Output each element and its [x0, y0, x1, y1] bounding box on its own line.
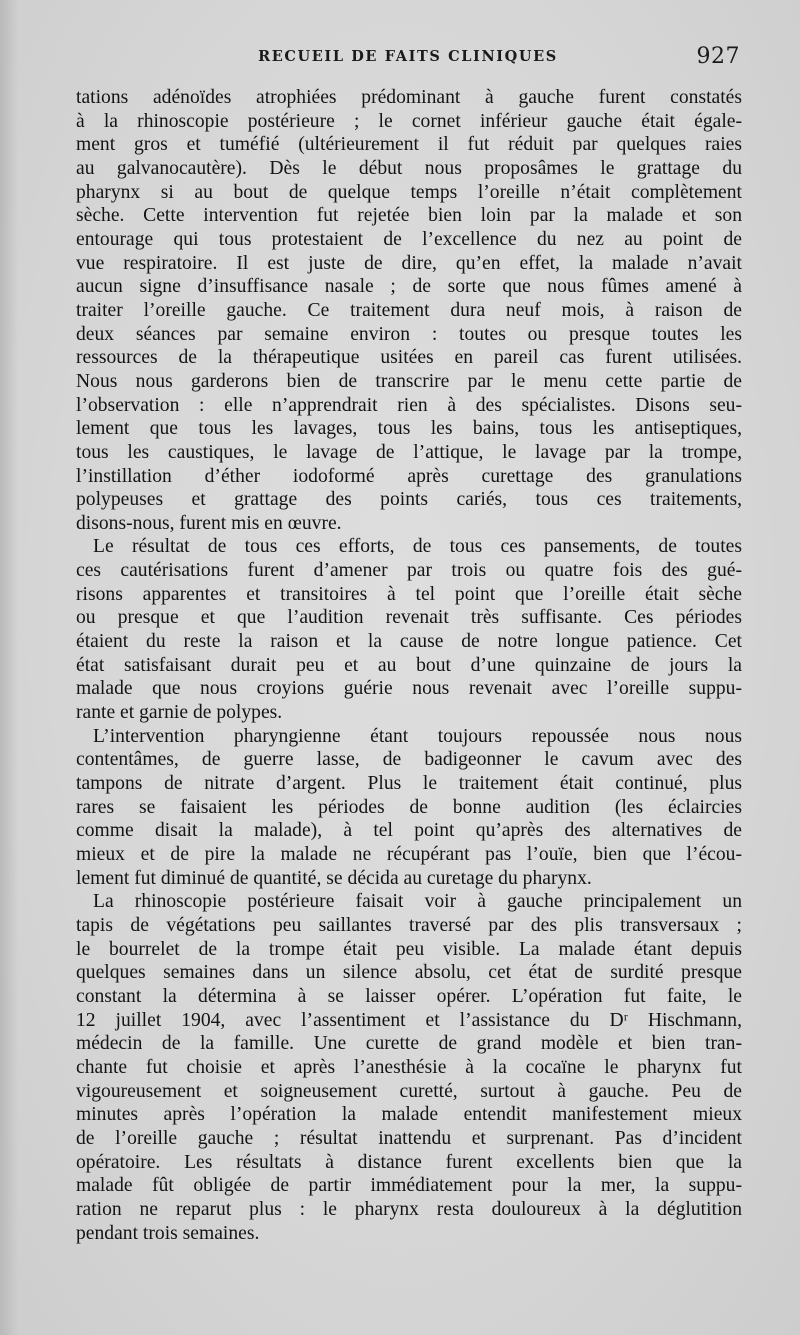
- text-line: L’intervention pharyngienne étant toujours repoussée nous nous: [93, 725, 742, 747]
- text-line: l’observation : elle n’apprendrait rien à des spécialistes. Disons seu-: [76, 394, 742, 416]
- text-line: au galvanocautère). Dès le début nous proposâmes le grattage du: [76, 157, 742, 179]
- text-line: ration ne reparut plus : le pharynx resta douloureux à la déglutition: [76, 1198, 742, 1220]
- text-line: rante et garnie de polypes.: [76, 702, 283, 724]
- text-line: tampons de nitrate d’argent. Plus le traitement était continué, plus: [76, 773, 742, 795]
- text-line: rares se faisaient les périodes de bonne audition (les éclaircies: [76, 796, 742, 818]
- text-line: vigoureusement et soigneusement curetté, surtout à gauche. Peu de: [76, 1080, 742, 1102]
- text-line: état satisfaisant durait peu et au bout d’une quinzaine de jours la: [76, 654, 742, 676]
- text-line: quelques semaines dans un silence absolu, cet état de surdité presque: [76, 962, 742, 984]
- body-text: [76, 86, 742, 1245]
- text-line: le bourrelet de la trompe était peu visible. La malade étant depuis: [76, 938, 742, 960]
- text-line: ces cautérisations furent d’amener par trois ou quatre fois des gué-: [76, 560, 742, 582]
- text-line: de l’oreille gauche ; résultat inattendu et surprenant. Pas d’incident: [76, 1127, 742, 1149]
- text-line: aucun signe d’insuffisance nasale ; de sorte que nous fûmes amené à: [76, 276, 742, 298]
- text-line: polypeuses et grattage des points cariés, tous ces traitements,: [76, 489, 742, 511]
- text-line: contentâmes, de guerre lasse, de badigeonner le cavum avec des: [76, 749, 742, 771]
- text-line: tous les caustiques, le lavage de l’attique, le lavage par la trompe,: [76, 441, 742, 463]
- text-line: risons apparentes et transitoires à tel point que l’oreille était sèche: [76, 583, 742, 605]
- paragraph-2: [76, 535, 742, 724]
- paragraph-1: [76, 86, 742, 535]
- text-line: ressources de la thérapeutique usitées en pareil cas furent utilisées.: [76, 347, 742, 369]
- text-line: malade que nous croyions guérie nous revenait avec l’oreille suppu-: [76, 678, 742, 700]
- text-line: lement fut diminué de quantité, se décida au curetage du pharynx.: [76, 867, 592, 889]
- text-line: médecin de la famille. Une curette de grand modèle et bien tran-: [76, 1033, 742, 1055]
- page-number: 927: [696, 44, 740, 69]
- text-line: opératoire. Les résultats à distance furent excellents bien que la: [76, 1151, 742, 1173]
- text-line: minutes après l’opération la malade entendit manifestement mieux: [76, 1104, 742, 1126]
- text-line: Nous nous garderons bien de transcrire par le menu cette partie de: [76, 370, 742, 392]
- page-gutter-shadow: [0, 0, 18, 1335]
- paragraph-4: [76, 890, 742, 1245]
- text-line: disons-nous, furent mis en œuvre.: [76, 512, 342, 534]
- text-line: ment gros et tuméfié (ultérieurement il fut réduit par quelques raies: [76, 134, 742, 156]
- text-line: 12 juillet 1904, avec l’assentiment et l’assistance du Dʳ Hischmann,: [76, 1009, 742, 1031]
- text-line: tapis de végétations peu saillantes traversé par des plis transversaux ;: [76, 914, 742, 936]
- running-head: [76, 44, 740, 72]
- running-title: RECUEIL DE FAITS CLINIQUES: [258, 48, 558, 65]
- text-line: malade fût obligée de partir immédiatement pour la mer, la suppu-: [76, 1175, 742, 1197]
- text-line: étaient du reste la raison et la cause de notre longue patience. Cet: [76, 631, 742, 653]
- text-line: ou presque et que l’audition revenait très suffisante. Ces périodes: [76, 607, 742, 629]
- text-line: pendant trois semaines.: [76, 1222, 260, 1244]
- text-line: sèche. Cette intervention fut rejetée bien loin par la malade et son: [76, 205, 742, 227]
- text-line: lement que tous les lavages, tous les bains, tous les antiseptiques,: [76, 418, 742, 440]
- paragraph-3: [76, 725, 742, 891]
- text-line: tations adénoïdes atrophiées prédominant à gauche furent constatés: [76, 87, 742, 108]
- text-line: chante fut choisie et après l’anesthésie à la cocaïne le pharynx fut: [76, 1056, 742, 1078]
- text-line: mieux et de pire la malade ne récupérant pas l’ouïe, bien que l’écou-: [76, 844, 742, 865]
- text-line: comme disait la malade), à tel point qu’après des alternatives de: [76, 820, 742, 842]
- text-line: à la rhinoscopie postérieure ; le cornet inférieur gauche était égale-: [76, 110, 742, 132]
- text-line: traiter l’oreille gauche. Ce traitement dura neuf mois, à raison de: [76, 299, 742, 321]
- text-line: entourage qui tous protestaient de l’excellence du nez au point de: [76, 228, 742, 250]
- text-line: La rhinoscopie postérieure faisait voir à gauche principalement un: [93, 891, 742, 913]
- text-line: pharynx si au bout de quelque temps l’oreille n’était complètement: [76, 181, 742, 203]
- text-line: l’instillation d’éther iodoformé après curettage des granulations: [76, 465, 742, 487]
- text-line: constant la détermina à se laisser opérer. L’opération fut faite, le: [76, 985, 742, 1007]
- text-line: deux séances par semaine environ : toutes ou presque toutes les: [76, 323, 742, 345]
- text-line: Le résultat de tous ces efforts, de tous ces pansements, de toutes: [93, 536, 742, 558]
- text-line: vue respiratoire. Il est juste de dire, qu’en effet, la malade n’avait: [76, 252, 742, 274]
